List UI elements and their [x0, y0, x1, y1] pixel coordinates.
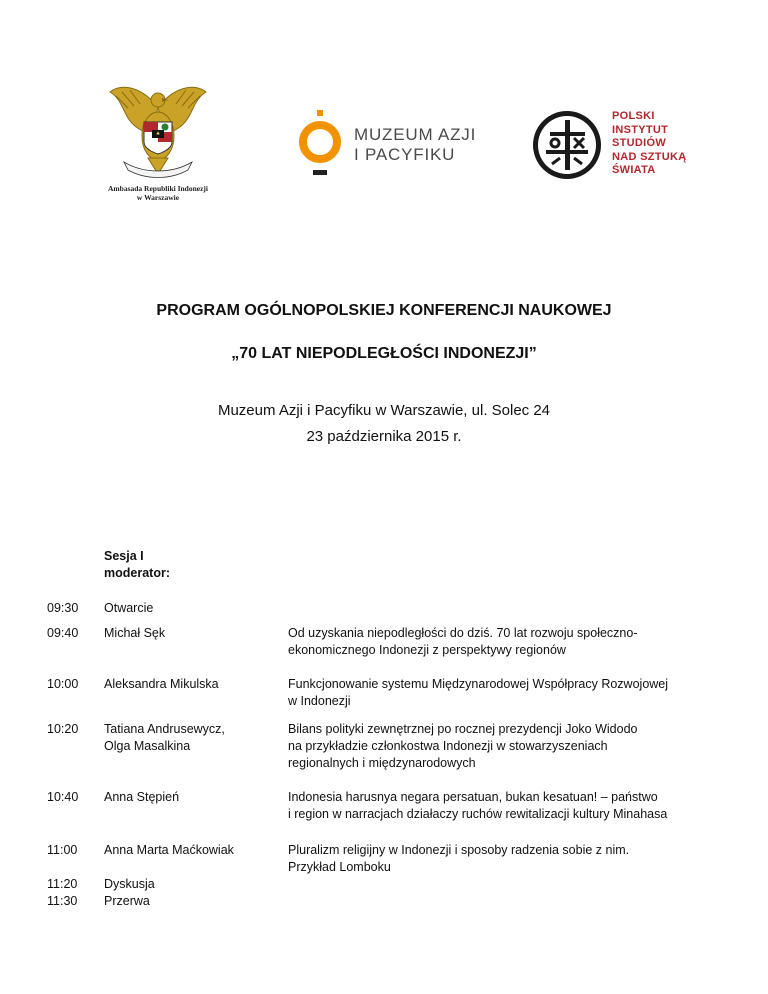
institute-name-line1: POLSKI: [612, 110, 655, 122]
schedule-speaker: Dyskusja: [104, 877, 155, 891]
schedule-time: 09:30: [47, 601, 79, 615]
embassy-caption-line2: w Warszawie: [136, 193, 180, 202]
embassy-logo: [104, 78, 212, 208]
museum-logo: [296, 110, 486, 182]
schedule-topic: Pluralizm religijny w Indonezji i sposoby radzenia sobie z nim. Przykład Lomboku: [288, 843, 630, 874]
institute-name: [612, 110, 687, 178]
schedule-speaker: Michał Sęk: [104, 626, 166, 640]
schedule-topic: Od uzyskania niepodległości do dziś. 70 lat rozwoju społeczno- ekonomicznego Indonezji z perspektywy regionów: [288, 626, 638, 657]
institute-name-line2: INSTYTUT: [612, 123, 669, 136]
schedule-speaker: Anna Stępień: [104, 790, 180, 804]
conference-subtitle: „70 LAT NIEPODLEGŁOŚCI INDONEZJI”: [231, 345, 537, 362]
institute-seal-icon: [530, 108, 606, 184]
schedule-topic: Funkcjonowanie systemu Międzynarodowej Współpracy Rozwojowej w Indonezji: [288, 677, 669, 708]
schedule-topic: Bilans polityki zewnętrznej po rocznej prezydencji Joko Widodo na przykładzie członkostwa Indonezji w stowarzyszeniach regionalnych i międzynarodowych: [288, 722, 638, 770]
institute-name-line5: ŚWIATA: [612, 164, 656, 176]
embassy-caption-line1: Ambasada Republiki Indonezji: [107, 184, 209, 193]
embassy-caption: [104, 184, 212, 202]
session-moderator-label: moderator:: [104, 566, 170, 580]
schedule-topic: Indonesia harusnya negara persatuan, bukan kesatuan! – państwo i region w narracjach działaczy ruchów rewitalizacji kultury Minahasa: [288, 790, 668, 821]
institute-name-line4: NAD SZTUKĄ: [612, 150, 687, 163]
museum-name-line1: MUZEUM AZJI: [354, 125, 477, 144]
museum-name: [354, 125, 476, 165]
session-header: [104, 548, 170, 582]
museum-name-line2: I PACYFIKU: [354, 145, 456, 164]
schedule-time: 11:20: [47, 877, 78, 891]
institute-name-line3: STUDIÓW: [612, 137, 667, 149]
schedule-speaker: Przerwa: [104, 894, 150, 908]
schedule-time: 10:00: [47, 677, 79, 691]
schedule-time: 10:40: [47, 790, 79, 804]
logos-header: [0, 0, 768, 240]
garuda-emblem-icon: [104, 78, 212, 182]
schedule-time: 09:40: [47, 626, 79, 640]
schedule-speaker: Tatiana Andrusewycz, Olga Masalkina: [104, 722, 225, 753]
schedule-speaker: Aleksandra Mikulska: [104, 677, 219, 691]
schedule-time: 11:00: [47, 843, 78, 857]
schedule-speaker: Otwarcie: [104, 601, 154, 615]
museum-logo-icon: [296, 110, 350, 182]
schedule-time: 10:20: [47, 722, 79, 736]
conference-title: PROGRAM OGÓLNOPOLSKIEJ KONFERENCJI NAUKOWEJ: [156, 302, 612, 319]
conference-venue: Muzeum Azji i Pacyfiku w Warszawie, ul. Solec 24: [217, 402, 551, 419]
institute-logo: [530, 108, 710, 184]
conference-date: 23 października 2015 r.: [306, 428, 462, 445]
schedule-time: 11:30: [47, 894, 78, 908]
schedule-speaker: Anna Marta Maćkowiak: [104, 843, 234, 857]
session-name: Sesja I: [104, 549, 144, 563]
